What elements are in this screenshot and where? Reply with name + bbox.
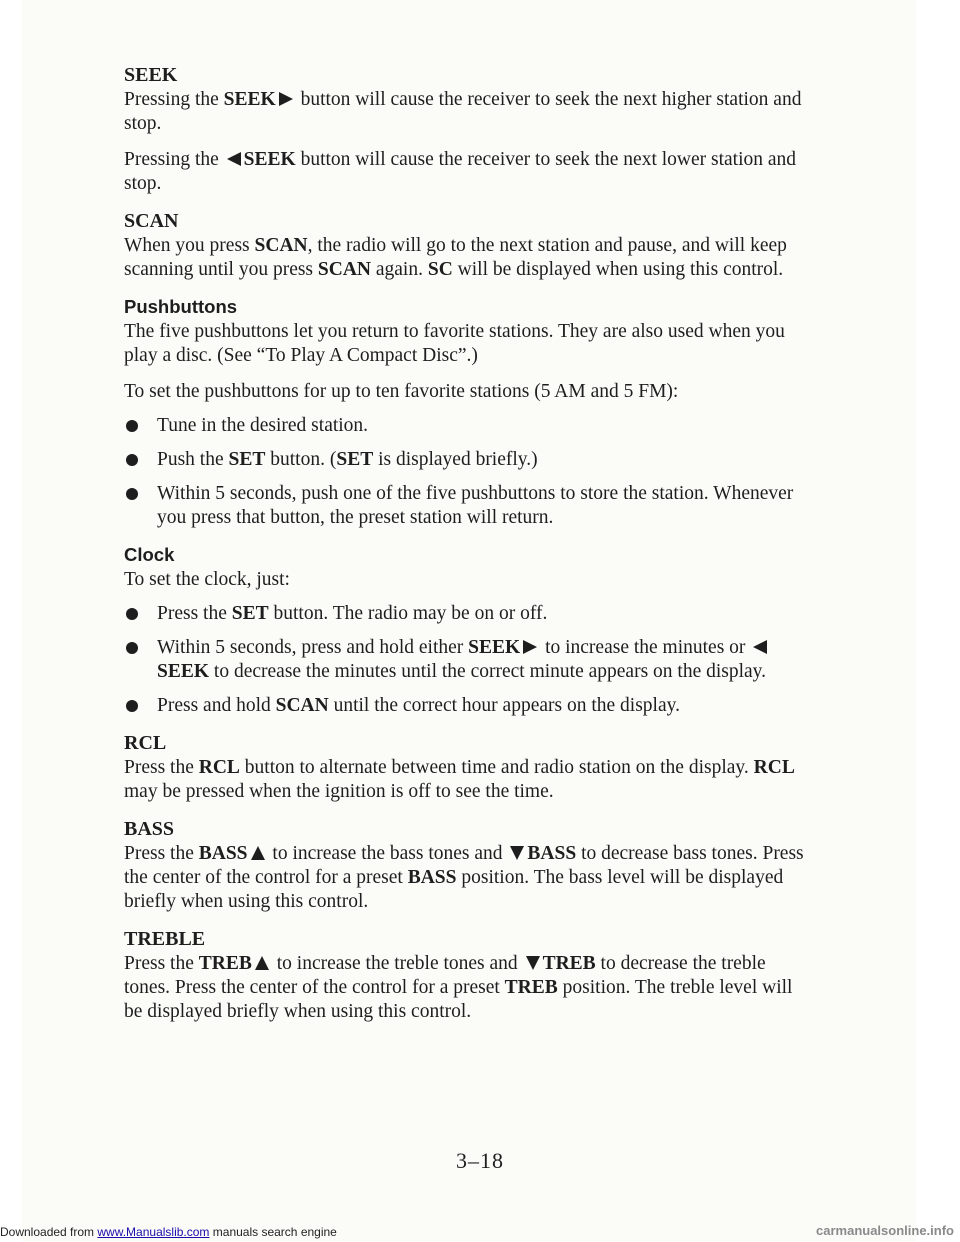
clock-steps xyxy=(124,602,804,718)
text: position. The treble level will be displayed briefly when using this control. xyxy=(124,977,793,1022)
footer-text: Downloaded from xyxy=(0,1225,98,1239)
sc-keyword: SC xyxy=(427,259,453,280)
text: may be pressed when the ignition is off to see the time. xyxy=(124,781,554,802)
treb-keyword: TREB xyxy=(542,953,596,974)
text: Within 5 seconds, push one of the five pushbuttons to store the station. Whenever you press that button, the preset station will return. xyxy=(157,483,794,528)
text: Press and hold xyxy=(157,695,276,716)
seek-heading: SEEK xyxy=(124,64,178,86)
up-arrow-icon xyxy=(255,956,269,970)
text: button. The radio may be on or off. xyxy=(268,603,548,624)
clock-intro: To set the clock, just: xyxy=(124,569,290,590)
text: again. xyxy=(371,259,428,280)
text: to increase the bass tones and xyxy=(267,843,508,864)
rcl-paragraph xyxy=(124,756,804,804)
scan-keyword: SCAN xyxy=(254,235,308,256)
treb-keyword: TREB xyxy=(198,953,252,974)
text: , the radio will go to the next station and pause, and will keep scanning until you press xyxy=(124,235,787,280)
text: Press the xyxy=(124,757,199,778)
list-item xyxy=(124,694,804,718)
scan-keyword: SCAN xyxy=(317,259,371,280)
text: to decrease bass tones. Press the center of the control for a preset xyxy=(124,843,804,888)
text: button to alternate between time and radio station on the display. xyxy=(239,757,754,778)
down-arrow-icon xyxy=(510,846,524,860)
left-arrow-icon xyxy=(753,640,767,654)
bass-heading: BASS xyxy=(124,818,175,840)
text: Press the xyxy=(124,953,199,974)
text: Within 5 seconds, press and hold either xyxy=(157,637,469,658)
scan-paragraph xyxy=(124,234,804,282)
treble-paragraph xyxy=(124,952,804,1024)
left-arrow-icon xyxy=(227,152,241,166)
text: is displayed briefly.) xyxy=(373,449,538,470)
rcl-section xyxy=(124,730,804,804)
bass-keyword: BASS xyxy=(407,867,457,888)
text: to decrease the treble tones. Press the center of the control for a preset xyxy=(124,953,766,998)
text: button. ( xyxy=(265,449,337,470)
down-arrow-icon xyxy=(526,956,540,970)
seek-up-paragraph xyxy=(124,88,804,136)
seek-down-paragraph xyxy=(124,148,804,196)
bass-paragraph xyxy=(124,842,804,914)
pushbuttons-section xyxy=(124,294,804,530)
manualslib-link[interactable]: www.Manualslib.com xyxy=(97,1225,210,1239)
seek-section xyxy=(124,62,804,196)
set-keyword: SET xyxy=(336,449,374,470)
list-item xyxy=(124,482,804,530)
seek-keyword: SEEK xyxy=(157,661,210,682)
list-item xyxy=(124,414,804,438)
watermark: carmanualsonline.info xyxy=(816,1223,954,1238)
pushbuttons-instructions: To set the pushbuttons for up to ten favorite stations (5 AM and 5 FM): xyxy=(124,381,679,402)
clock-section xyxy=(124,542,804,718)
text: button will cause the receiver to seek the next lower station and stop. xyxy=(124,149,797,194)
list-item xyxy=(124,602,804,626)
seek-keyword: SEEK xyxy=(243,149,296,170)
right-arrow-icon xyxy=(523,640,537,654)
rcl-keyword: RCL xyxy=(198,757,240,778)
scan-heading: SCAN xyxy=(124,210,179,232)
text: position. The bass level will be displayed briefly when using this control. xyxy=(124,867,784,912)
text: Press the xyxy=(157,603,232,624)
clock-heading: Clock xyxy=(124,544,175,565)
bullet-icon xyxy=(126,488,138,500)
page-content xyxy=(124,62,804,1036)
list-item xyxy=(124,636,804,684)
text: When you press xyxy=(124,235,255,256)
text: to increase the minutes or xyxy=(540,637,751,658)
seek-keyword: SEEK xyxy=(223,89,276,110)
text: to increase the treble tones and xyxy=(271,953,523,974)
text: Push the xyxy=(157,449,229,470)
footer-text: manuals search engine xyxy=(209,1225,337,1239)
text: button will cause the receiver to seek the next higher station and stop. xyxy=(124,89,802,134)
list-item xyxy=(124,448,804,472)
text: Pressing the xyxy=(124,149,224,170)
set-keyword: SET xyxy=(228,449,266,470)
page-number: 3–18 xyxy=(456,1148,504,1173)
text: Tune in the desired station. xyxy=(157,415,369,436)
text: to decrease the minutes until the correct minute appears on the display. xyxy=(209,661,767,682)
scan-section xyxy=(124,208,804,282)
seek-keyword: SEEK xyxy=(468,637,521,658)
text: until the correct hour appears on the display. xyxy=(328,695,680,716)
text: Pressing the xyxy=(124,89,224,110)
text: will be displayed when using this control. xyxy=(452,259,784,280)
pushbuttons-steps xyxy=(124,414,804,530)
bass-keyword: BASS xyxy=(198,843,248,864)
set-keyword: SET xyxy=(231,603,269,624)
rcl-keyword: RCL xyxy=(753,757,795,778)
pushbuttons-heading: Pushbuttons xyxy=(124,296,238,317)
text: Press the xyxy=(124,843,199,864)
bullet-icon xyxy=(126,700,138,712)
bullet-icon xyxy=(126,420,138,432)
right-arrow-icon xyxy=(279,92,293,106)
treb-keyword: TREB xyxy=(504,977,558,998)
treble-section xyxy=(124,926,804,1024)
bass-section xyxy=(124,816,804,914)
bass-keyword: BASS xyxy=(527,843,577,864)
up-arrow-icon xyxy=(251,846,265,860)
pushbuttons-intro: The five pushbuttons let you return to favorite stations. They are also used when you play a disc. (See “To Play A Compact Disc”.) xyxy=(124,321,785,366)
treble-heading: TREBLE xyxy=(124,928,206,950)
bullet-icon xyxy=(126,454,138,466)
bullet-icon xyxy=(126,608,138,620)
scan-keyword: SCAN xyxy=(275,695,329,716)
bullet-icon xyxy=(126,642,138,654)
rcl-heading: RCL xyxy=(124,732,167,754)
download-footer xyxy=(0,1225,337,1239)
